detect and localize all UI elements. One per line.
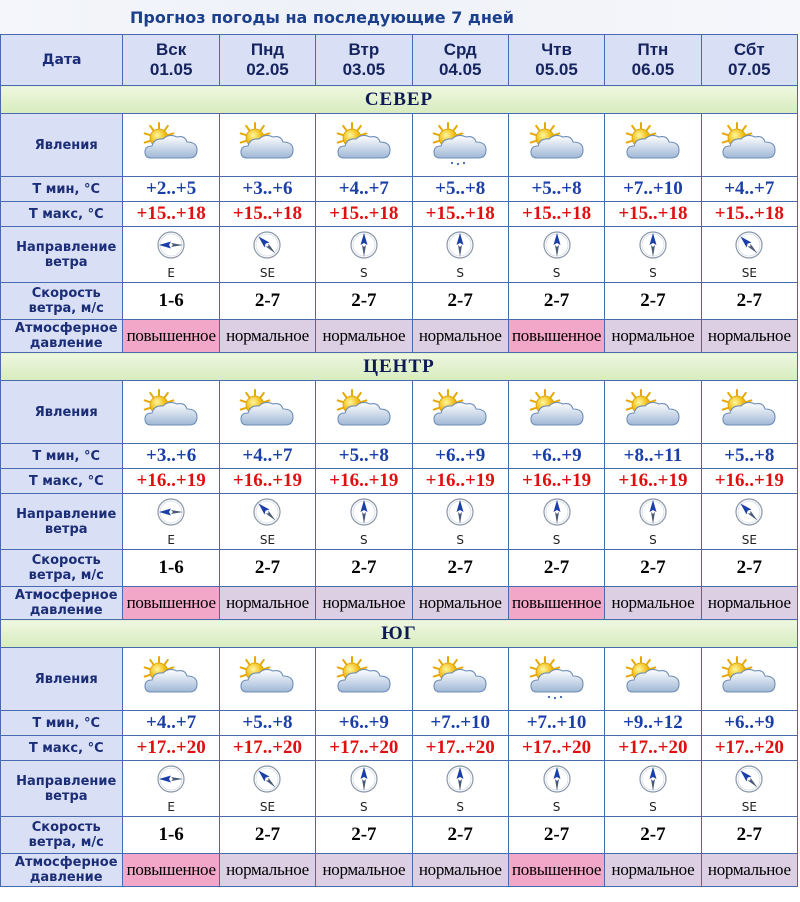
day-date: 03.05 bbox=[342, 60, 386, 79]
tmin-value: +6..+9 bbox=[316, 711, 412, 736]
pressure-value: нормальное bbox=[412, 854, 508, 887]
wind-direction-cell bbox=[316, 761, 412, 817]
wind-direction-cell bbox=[605, 761, 701, 817]
weather-row bbox=[1, 114, 798, 177]
weather-cell bbox=[316, 648, 412, 711]
tmax-value: +16..+19 bbox=[123, 469, 219, 494]
day-of-week: Пнд bbox=[250, 40, 285, 59]
row-label: Т мин, °С bbox=[1, 711, 123, 736]
compass-icon bbox=[156, 230, 186, 264]
tmax-value: +16..+19 bbox=[701, 469, 797, 494]
wind-direction-cell bbox=[123, 761, 219, 817]
tmax-row bbox=[1, 736, 798, 761]
row-label-line: давление bbox=[29, 870, 103, 885]
row-label-line: давление bbox=[29, 603, 103, 618]
wind-direction-label: S bbox=[360, 799, 368, 814]
partly-cloudy-icon bbox=[316, 114, 411, 176]
partly-cloudy-icon bbox=[316, 381, 411, 443]
weather-cell bbox=[123, 381, 219, 444]
wind-direction-label: S bbox=[456, 265, 465, 280]
tmax-value: +16..+19 bbox=[316, 469, 412, 494]
wind-direction-cell bbox=[605, 227, 701, 283]
day-of-week: Втр bbox=[348, 40, 380, 59]
wind-speed-row bbox=[1, 550, 798, 587]
row-label bbox=[1, 854, 123, 887]
compass-icon bbox=[638, 230, 668, 264]
wind-speed-value: 2-7 bbox=[219, 817, 315, 854]
wind-speed-value: 2-7 bbox=[605, 817, 701, 854]
compass-icon bbox=[349, 230, 379, 264]
region-name: ЦЕНТР bbox=[1, 353, 798, 381]
wind-direction-label: S bbox=[552, 799, 561, 814]
row-label bbox=[1, 227, 123, 283]
pressure-value: нормальное bbox=[219, 320, 315, 353]
row-label: Т макс, °С bbox=[1, 202, 123, 227]
weather-cell bbox=[123, 648, 219, 711]
row-label bbox=[1, 283, 123, 320]
compass-icon bbox=[252, 764, 282, 798]
weather-cell bbox=[219, 381, 315, 444]
tmax-value: +16..+19 bbox=[412, 469, 508, 494]
compass-icon bbox=[445, 764, 475, 798]
partly-cloudy-icon bbox=[123, 114, 218, 176]
tmin-value: +6..+9 bbox=[701, 711, 797, 736]
pressure-value: нормальное bbox=[412, 320, 508, 353]
row-label-line: ветра, м/с bbox=[28, 301, 104, 316]
tmax-value: +15..+18 bbox=[412, 202, 508, 227]
weather-row bbox=[1, 648, 798, 711]
tmin-value: +9..+12 bbox=[605, 711, 701, 736]
compass-icon bbox=[542, 497, 572, 531]
wind-direction-row bbox=[1, 761, 798, 817]
partly-cloudy-icon bbox=[605, 648, 700, 710]
wind-direction-label: S bbox=[456, 799, 465, 814]
wind-direction-cell bbox=[412, 761, 508, 817]
day-date: 01.05 bbox=[149, 60, 193, 79]
compass-icon bbox=[445, 497, 475, 531]
pressure-value: нормальное bbox=[219, 587, 315, 620]
partly-cloudy-icon bbox=[413, 381, 508, 443]
wind-direction-cell bbox=[219, 761, 315, 817]
weather-cell bbox=[412, 381, 508, 444]
day-of-week: Срд bbox=[443, 40, 477, 59]
light-rain-icon bbox=[413, 114, 508, 176]
weather-cell bbox=[701, 114, 797, 177]
wind-direction-cell bbox=[701, 227, 797, 283]
tmax-value: +17..+20 bbox=[701, 736, 797, 761]
tmax-value: +15..+18 bbox=[316, 202, 412, 227]
row-label: Явления bbox=[1, 114, 123, 177]
compass-icon bbox=[638, 497, 668, 531]
wind-speed-row bbox=[1, 283, 798, 320]
row-label: Т мин, °С bbox=[1, 444, 123, 469]
partly-cloudy-icon bbox=[509, 114, 604, 176]
wind-direction-label: S bbox=[552, 532, 561, 547]
wind-direction-label: SE bbox=[741, 799, 757, 814]
wind-speed-value: 2-7 bbox=[219, 283, 315, 320]
day-header bbox=[412, 35, 508, 86]
wind-direction-cell bbox=[412, 227, 508, 283]
tmax-value: +17..+20 bbox=[316, 736, 412, 761]
weather-cell bbox=[701, 648, 797, 711]
tmax-value: +17..+20 bbox=[123, 736, 219, 761]
compass-icon bbox=[349, 497, 379, 531]
partly-cloudy-icon bbox=[123, 648, 218, 710]
row-label-line: ветра, м/с bbox=[28, 568, 104, 583]
row-label-line: Скорость bbox=[31, 553, 101, 568]
wind-direction-label: S bbox=[649, 532, 657, 547]
wind-direction-cell bbox=[701, 494, 797, 550]
tmin-value: +5..+8 bbox=[701, 444, 797, 469]
wind-direction-label: S bbox=[360, 532, 368, 547]
compass-icon bbox=[156, 764, 186, 798]
pressure-value: повышенное bbox=[508, 854, 604, 887]
day-of-week: Сбт bbox=[733, 40, 765, 59]
tmax-value: +17..+20 bbox=[605, 736, 701, 761]
weather-cell bbox=[412, 648, 508, 711]
tmax-value: +17..+20 bbox=[412, 736, 508, 761]
day-date: 04.05 bbox=[438, 60, 482, 79]
row-label bbox=[1, 550, 123, 587]
weather-row bbox=[1, 381, 798, 444]
day-header bbox=[508, 35, 604, 86]
pressure-value: нормальное bbox=[605, 587, 701, 620]
wind-direction-label: S bbox=[360, 265, 368, 280]
wind-direction-cell bbox=[508, 227, 604, 283]
wind-direction-label: SE bbox=[259, 532, 276, 547]
wind-direction-label: S bbox=[649, 799, 657, 814]
compass-icon bbox=[156, 497, 186, 531]
row-label-line: ветра bbox=[44, 521, 88, 537]
day-header bbox=[605, 35, 701, 86]
tmin-value: +5..+8 bbox=[219, 711, 315, 736]
weather-cell bbox=[123, 114, 219, 177]
tmin-value: +4..+7 bbox=[316, 177, 412, 202]
tmax-value: +15..+18 bbox=[123, 202, 219, 227]
tmax-value: +15..+18 bbox=[701, 202, 797, 227]
wind-direction-cell bbox=[316, 227, 412, 283]
wind-direction-label: E bbox=[167, 265, 175, 280]
weather-cell bbox=[508, 648, 604, 711]
pressure-value: повышенное bbox=[508, 320, 604, 353]
wind-direction-label: E bbox=[167, 532, 175, 547]
tmin-value: +5..+8 bbox=[316, 444, 412, 469]
partly-cloudy-icon bbox=[220, 381, 315, 443]
tmin-value: +6..+9 bbox=[412, 444, 508, 469]
wind-speed-value: 2-7 bbox=[412, 283, 508, 320]
wind-speed-value: 2-7 bbox=[605, 283, 701, 320]
wind-speed-value: 2-7 bbox=[219, 550, 315, 587]
region-row bbox=[1, 620, 798, 648]
tmin-row bbox=[1, 711, 798, 736]
day-of-week: Чтв bbox=[541, 40, 572, 59]
region-name: СЕВЕР bbox=[1, 86, 798, 114]
pressure-value: нормальное bbox=[316, 854, 412, 887]
region-row bbox=[1, 86, 798, 114]
compass-icon bbox=[445, 230, 475, 264]
tmin-value: +7..+10 bbox=[412, 711, 508, 736]
wind-direction-cell bbox=[123, 227, 219, 283]
wind-direction-cell bbox=[701, 761, 797, 817]
tmax-value: +15..+18 bbox=[508, 202, 604, 227]
page-title: Прогноз погоды на последующие 7 дней bbox=[0, 0, 800, 34]
tmax-value: +17..+20 bbox=[219, 736, 315, 761]
pressure-row bbox=[1, 320, 798, 353]
day-header bbox=[316, 35, 412, 86]
wind-direction-cell bbox=[123, 494, 219, 550]
forecast-table bbox=[0, 34, 798, 887]
wind-direction-label: SE bbox=[741, 532, 757, 547]
wind-direction-label: SE bbox=[741, 265, 757, 280]
wind-direction-label: E bbox=[167, 799, 175, 814]
compass-icon bbox=[734, 764, 764, 798]
row-label-line: ветра bbox=[44, 788, 88, 804]
row-label-line: Атмосферное bbox=[14, 855, 118, 870]
compass-icon bbox=[638, 764, 668, 798]
wind-direction-label: SE bbox=[259, 799, 276, 814]
partly-cloudy-icon bbox=[605, 114, 700, 176]
tmin-value: +8..+11 bbox=[605, 444, 701, 469]
day-header bbox=[701, 35, 797, 86]
pressure-row bbox=[1, 854, 798, 887]
tmin-value: +7..+10 bbox=[508, 711, 604, 736]
weather-cell bbox=[605, 648, 701, 711]
weather-cell bbox=[701, 381, 797, 444]
pressure-value: нормальное bbox=[316, 587, 412, 620]
wind-direction-label: S bbox=[552, 265, 561, 280]
tmax-value: +16..+19 bbox=[508, 469, 604, 494]
weather-cell bbox=[508, 114, 604, 177]
partly-cloudy-icon bbox=[316, 648, 411, 710]
tmax-row bbox=[1, 469, 798, 494]
row-label bbox=[1, 761, 123, 817]
compass-icon bbox=[542, 230, 572, 264]
wind-speed-value: 2-7 bbox=[412, 550, 508, 587]
row-label-line: Атмосферное bbox=[14, 321, 118, 336]
partly-cloudy-icon bbox=[220, 648, 315, 710]
row-label-line: Атмосферное bbox=[14, 588, 118, 603]
pressure-value: нормальное bbox=[605, 854, 701, 887]
row-label bbox=[1, 817, 123, 854]
day-header bbox=[219, 35, 315, 86]
wind-speed-value: 2-7 bbox=[508, 283, 604, 320]
row-label bbox=[1, 587, 123, 620]
day-of-week: Вск bbox=[156, 40, 187, 59]
day-date: 05.05 bbox=[535, 60, 578, 79]
pressure-value: повышенное bbox=[123, 320, 219, 353]
weather-cell bbox=[605, 114, 701, 177]
row-label bbox=[1, 320, 123, 353]
pressure-value: нормальное bbox=[701, 587, 797, 620]
wind-speed-value: 2-7 bbox=[701, 550, 797, 587]
tmin-value: +4..+7 bbox=[219, 444, 315, 469]
pressure-value: нормальное bbox=[701, 854, 797, 887]
tmax-value: +16..+19 bbox=[605, 469, 701, 494]
row-label-line: ветра bbox=[44, 254, 88, 270]
header-row bbox=[1, 35, 798, 86]
pressure-value: нормальное bbox=[701, 320, 797, 353]
row-label-line: ветра, м/с bbox=[28, 835, 104, 850]
wind-speed-value: 2-7 bbox=[508, 550, 604, 587]
weather-cell bbox=[412, 114, 508, 177]
day-date: 06.05 bbox=[631, 60, 675, 79]
row-label: Т макс, °С bbox=[1, 469, 123, 494]
wind-speed-value: 1-6 bbox=[123, 817, 219, 854]
compass-icon bbox=[542, 764, 572, 798]
wind-speed-value: 1-6 bbox=[123, 283, 219, 320]
row-label bbox=[1, 494, 123, 550]
wind-direction-cell bbox=[219, 494, 315, 550]
weather-cell bbox=[316, 114, 412, 177]
row-label-line: Направление bbox=[16, 239, 117, 255]
row-label-line: Скорость bbox=[31, 286, 101, 301]
compass-icon bbox=[349, 764, 379, 798]
day-date: 07.05 bbox=[728, 60, 771, 79]
wind-speed-value: 2-7 bbox=[316, 817, 412, 854]
tmin-value: +4..+7 bbox=[701, 177, 797, 202]
compass-icon bbox=[252, 230, 282, 264]
tmin-row bbox=[1, 177, 798, 202]
weather-cell bbox=[219, 648, 315, 711]
tmin-value: +5..+8 bbox=[508, 177, 604, 202]
day-header bbox=[123, 35, 219, 86]
wind-speed-value: 2-7 bbox=[701, 283, 797, 320]
day-of-week: Птн bbox=[637, 40, 669, 59]
day-date: 02.05 bbox=[246, 60, 289, 79]
compass-icon bbox=[734, 230, 764, 264]
tmin-value: +3..+6 bbox=[123, 444, 219, 469]
wind-speed-value: 2-7 bbox=[605, 550, 701, 587]
wind-direction-row bbox=[1, 227, 798, 283]
partly-cloudy-icon bbox=[702, 381, 797, 443]
wind-direction-cell bbox=[316, 494, 412, 550]
partly-cloudy-icon bbox=[413, 648, 508, 710]
compass-icon bbox=[734, 497, 764, 531]
tmax-value: +16..+19 bbox=[219, 469, 315, 494]
wind-direction-label: S bbox=[456, 532, 465, 547]
weather-cell bbox=[605, 381, 701, 444]
wind-direction-cell bbox=[508, 494, 604, 550]
tmin-value: +7..+10 bbox=[605, 177, 701, 202]
tmax-value: +17..+20 bbox=[508, 736, 604, 761]
region-name: ЮГ bbox=[1, 620, 798, 648]
partly-cloudy-icon bbox=[123, 381, 218, 443]
pressure-value: повышенное bbox=[508, 587, 604, 620]
pressure-value: нормальное bbox=[605, 320, 701, 353]
partly-cloudy-icon bbox=[220, 114, 315, 176]
partly-cloudy-icon bbox=[702, 648, 797, 710]
wind-direction-cell bbox=[508, 761, 604, 817]
wind-speed-value: 2-7 bbox=[701, 817, 797, 854]
row-label: Явления bbox=[1, 648, 123, 711]
weather-cell bbox=[219, 114, 315, 177]
weather-cell bbox=[508, 381, 604, 444]
wind-speed-value: 2-7 bbox=[412, 817, 508, 854]
wind-direction-cell bbox=[219, 227, 315, 283]
tmin-value: +6..+9 bbox=[508, 444, 604, 469]
tmax-value: +15..+18 bbox=[219, 202, 315, 227]
tmin-value: +2..+5 bbox=[123, 177, 219, 202]
pressure-value: нормальное bbox=[316, 320, 412, 353]
wind-direction-cell bbox=[412, 494, 508, 550]
wind-direction-cell bbox=[605, 494, 701, 550]
wind-direction-label: SE bbox=[259, 265, 276, 280]
tmax-row bbox=[1, 202, 798, 227]
pressure-value: нормальное bbox=[412, 587, 508, 620]
partly-cloudy-icon bbox=[509, 381, 604, 443]
row-label: Т мин, °С bbox=[1, 177, 123, 202]
tmin-value: +4..+7 bbox=[123, 711, 219, 736]
tmin-row bbox=[1, 444, 798, 469]
weather-cell bbox=[316, 381, 412, 444]
wind-speed-value: 2-7 bbox=[316, 550, 412, 587]
row-label: Т макс, °С bbox=[1, 736, 123, 761]
pressure-value: нормальное bbox=[219, 854, 315, 887]
pressure-value: повышенное bbox=[123, 587, 219, 620]
tmax-value: +15..+18 bbox=[605, 202, 701, 227]
partly-cloudy-icon bbox=[702, 114, 797, 176]
region-row bbox=[1, 353, 798, 381]
wind-speed-row bbox=[1, 817, 798, 854]
date-label: Дата bbox=[1, 35, 123, 86]
wind-direction-label: S bbox=[649, 265, 657, 280]
light-rain-icon bbox=[509, 648, 604, 710]
tmin-value: +3..+6 bbox=[219, 177, 315, 202]
row-label-line: давление bbox=[29, 336, 103, 351]
wind-direction-row bbox=[1, 494, 798, 550]
pressure-value: повышенное bbox=[123, 854, 219, 887]
row-label-line: Направление bbox=[16, 506, 117, 522]
pressure-row bbox=[1, 587, 798, 620]
row-label-line: Направление bbox=[16, 773, 117, 789]
wind-speed-value: 2-7 bbox=[316, 283, 412, 320]
row-label-line: Скорость bbox=[31, 820, 101, 835]
partly-cloudy-icon bbox=[605, 381, 700, 443]
row-label: Явления bbox=[1, 381, 123, 444]
wind-speed-value: 2-7 bbox=[508, 817, 604, 854]
compass-icon bbox=[252, 497, 282, 531]
wind-speed-value: 1-6 bbox=[123, 550, 219, 587]
tmin-value: +5..+8 bbox=[412, 177, 508, 202]
